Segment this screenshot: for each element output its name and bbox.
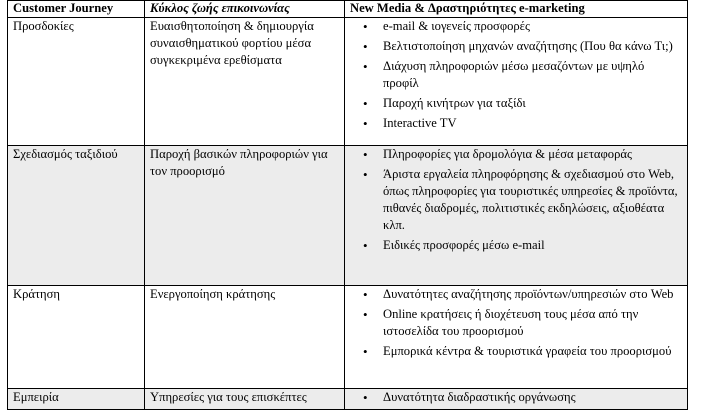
journey-stage: Προσδοκίες <box>8 18 145 146</box>
list-item: • Παροχή κινήτρων για ταξίδι <box>350 95 682 112</box>
table-row <box>8 286 688 389</box>
table-row <box>8 388 688 409</box>
header-customer-journey: Customer Journey <box>8 1 145 18</box>
list-item: • Ειδικές προσφορές μέσω e-mail <box>350 237 682 254</box>
activity-list <box>350 286 682 360</box>
list-item: • Πληροφορίες για δρομολόγια & μέσα μεταφοράς <box>350 146 682 163</box>
list-item: • Διάχυση πληροφοριών μέσω μεσαζόντων με υψηλό προφίλ <box>350 58 682 92</box>
activity-list <box>350 18 682 132</box>
journey-stage: Κράτηση <box>8 286 145 389</box>
header-communication-lifecycle: Κύκλος ζωής επικοινωνίας <box>145 1 345 18</box>
header-new-media-marketing: New Media & Δραστηριότητες e-marketing <box>345 1 688 18</box>
marketing-activities <box>345 145 688 286</box>
list-item: • Δυνατότητα διαδραστικής οργάνωσης <box>350 389 682 406</box>
list-item: • Βελτιστοποίηση μηχανών αναζήτησης (Που θα κάνω Τι;) <box>350 38 682 55</box>
list-item: • Δυνατότητες αναζήτησης προϊόντων/υπηρεσιών στο Web <box>350 286 682 303</box>
list-item: • Online κρατήσεις ή διοχέτευση τους μέσα από την ιστοσελίδα του προορισμού <box>350 306 682 340</box>
list-item: • Interactive TV <box>350 115 682 132</box>
header-row <box>8 1 688 18</box>
lifecycle-stage: Ενεργοποίηση κράτησης <box>145 286 345 389</box>
marketing-activities <box>345 286 688 389</box>
list-item: • Εμπορικά κέντρα & τουριστικά γραφεία του προορισμού <box>350 343 682 360</box>
lifecycle-stage: Ευαισθητοποίηση & δημιουργία συναισθηματικού φορτίου μέσα συγκεκριμένα ερεθίσματα <box>145 18 345 146</box>
list-item: • e-mail & ιογενείς προσφορές <box>350 18 682 35</box>
marketing-activities <box>345 18 688 146</box>
activity-list <box>350 146 682 254</box>
journey-stage: Εμπειρία <box>8 388 145 409</box>
marketing-activities <box>345 388 688 409</box>
lifecycle-stage: Παροχή βασικών πληροφοριών για τον προορισμό <box>145 145 345 286</box>
lifecycle-stage: Υπηρεσίες για τους επισκέπτες <box>145 388 345 409</box>
journey-stage: Σχεδιασμός ταξιδιού <box>8 145 145 286</box>
list-item: • Άριστα εργαλεία πληροφόρησης & σχεδιασμού στο Web, όπως πληροφορίες για τουριστικές υπηρεσίες & προϊόντα, πιθανές διαδρομές, πολιτιστικές εκδηλώσεις, αξιοθέατα κλπ. <box>350 166 682 234</box>
table-row <box>8 145 688 286</box>
activity-list <box>350 389 682 406</box>
customer-journey-table <box>7 0 688 410</box>
table-row <box>8 18 688 146</box>
